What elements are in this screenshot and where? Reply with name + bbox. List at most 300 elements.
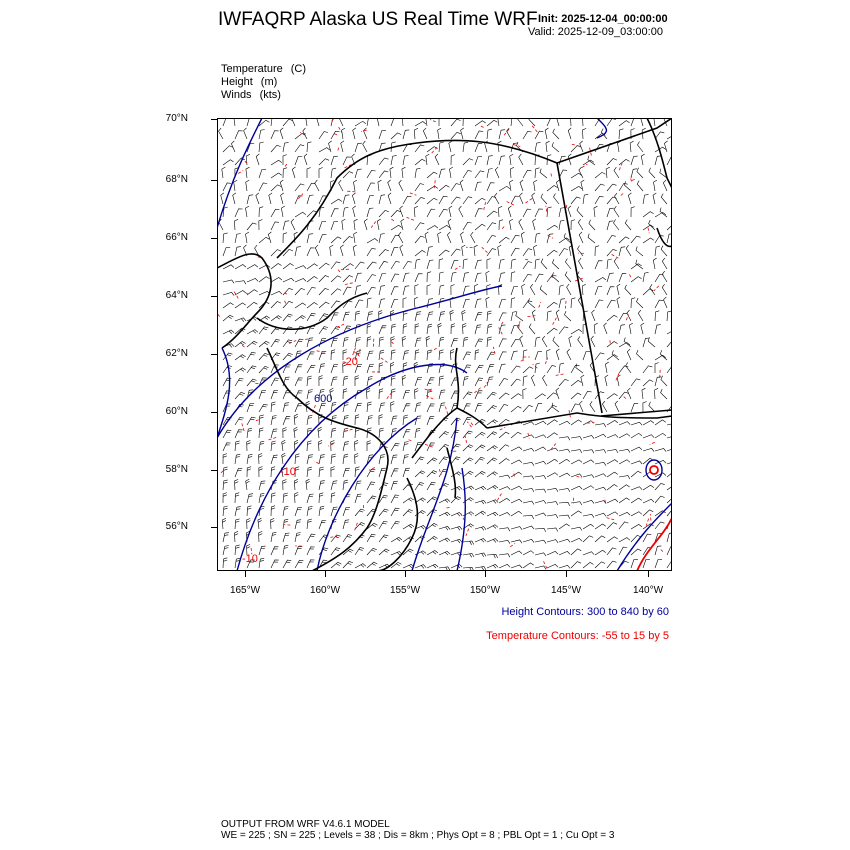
- wind-barb: [415, 168, 420, 178]
- wind-barb: [643, 272, 649, 282]
- wind-barb: [427, 186, 438, 191]
- wind-barb: [571, 486, 582, 490]
- wind-barb: [619, 392, 629, 399]
- height-contour-label: 600: [314, 393, 333, 405]
- wind-barb: [571, 380, 582, 386]
- wind-barb: [547, 502, 558, 505]
- wind-barb: [595, 462, 606, 465]
- wind-barb: [547, 311, 552, 321]
- wind-barb: [667, 471, 672, 477]
- wind-barb: [379, 299, 385, 308]
- wind-barb: [534, 245, 538, 256]
- wind-barb: [617, 375, 620, 386]
- wind-barb: [523, 249, 532, 256]
- wind-barb: [415, 184, 424, 191]
- wind-barb: [643, 380, 653, 386]
- wind-barb: [247, 118, 254, 126]
- wind-barb: [552, 142, 559, 152]
- wind-barb: [223, 330, 234, 334]
- wind-barb: [535, 274, 543, 282]
- wind-barb: [655, 433, 666, 438]
- temperature-contour-segment: [461, 513, 465, 520]
- wind-barb: [402, 336, 406, 347]
- temperature-contour-segment: [390, 218, 394, 221]
- wind-barb: [499, 540, 510, 543]
- wind-barb: [649, 220, 655, 230]
- wind-barb: [578, 336, 583, 347]
- wind-barb: [223, 533, 229, 542]
- wind-barb: [463, 352, 471, 360]
- wind-barb: [281, 206, 284, 217]
- wind-barb: [619, 247, 625, 256]
- wind-barb: [403, 261, 412, 269]
- wind-barb: [667, 423, 672, 426]
- wind-barb: [331, 199, 342, 204]
- wind-barb: [403, 324, 407, 334]
- wind-barb: [499, 393, 509, 399]
- wind-barb: [295, 520, 301, 529]
- wind-barb: [247, 352, 256, 360]
- wind-barb: [638, 310, 643, 321]
- wind-barb: [280, 180, 283, 191]
- wind-barb: [595, 513, 606, 516]
- wind-barb: [511, 351, 518, 360]
- wind-barb: [607, 119, 616, 126]
- wind-barb: [511, 235, 520, 243]
- wind-barb: [531, 375, 535, 386]
- wind-barb: [535, 337, 540, 347]
- temperature-contour-segment: [483, 202, 485, 211]
- wind-barb: [519, 219, 523, 230]
- wind-barb: [571, 450, 582, 453]
- wind-barb: [234, 118, 237, 126]
- wind-barb: [523, 262, 532, 269]
- wind-barb: [235, 469, 242, 477]
- wind-barb: [547, 448, 558, 451]
- wind-barb: [319, 148, 330, 152]
- wind-barb: [499, 498, 510, 503]
- wind-barb: [511, 406, 521, 412]
- wind-barb: [391, 455, 397, 464]
- wind-barb: [649, 168, 655, 178]
- wind-barb: [577, 207, 583, 217]
- wind-barb: [475, 131, 483, 139]
- wind-barb: [259, 404, 268, 412]
- wind-barb: [535, 131, 543, 139]
- wind-barb: [547, 564, 558, 568]
- wind-barb: [637, 181, 643, 191]
- wind-barb: [259, 207, 263, 217]
- wind-barb: [281, 193, 284, 204]
- wind-barb: [271, 222, 279, 230]
- wind-barb: [439, 312, 445, 321]
- wind-barb: [343, 287, 351, 295]
- wind-barb: [607, 184, 617, 191]
- wind-barb: [543, 375, 548, 386]
- wind-barb: [367, 534, 376, 542]
- wind-barb: [499, 156, 505, 165]
- wind-barb: [355, 376, 359, 386]
- wind-barb: [631, 298, 635, 308]
- height-contour-line: [317, 418, 417, 571]
- wind-barb: [643, 238, 654, 243]
- wind-barb: [475, 209, 483, 217]
- wind-barb: [271, 547, 279, 555]
- lat-label-58: 58°N: [165, 464, 188, 475]
- wind-barb: [631, 422, 642, 425]
- wind-barb: [403, 196, 411, 204]
- wind-barb: [463, 445, 473, 451]
- wind-barb: [415, 285, 419, 296]
- wind-barb: [637, 350, 644, 360]
- wind-barb: [626, 245, 631, 256]
- wind-barb: [617, 297, 620, 308]
- wind-barb: [487, 446, 498, 451]
- wind-barb: [607, 420, 618, 425]
- wind-barb: [318, 440, 322, 451]
- wind-barb: [571, 393, 581, 399]
- wind-barb: [565, 259, 571, 270]
- wind-barb: [379, 274, 386, 283]
- wind-barb: [475, 404, 482, 413]
- wind-barb: [283, 560, 291, 568]
- temperature-contour-segment: [428, 383, 433, 384]
- coastline-path: [557, 163, 602, 413]
- wind-barb: [520, 193, 524, 204]
- wind-barb: [595, 278, 606, 283]
- wind-barb: [619, 159, 630, 165]
- wind-barb: [414, 206, 418, 217]
- wind-barb: [511, 551, 522, 555]
- wind-barb: [583, 460, 594, 464]
- wind-barb: [259, 415, 264, 425]
- temperature-contour-segment: [284, 525, 291, 526]
- wind-barb: [295, 404, 302, 412]
- wind-barb: [607, 236, 616, 244]
- wind-barb: [439, 526, 450, 530]
- wind-barb: [461, 232, 464, 243]
- wind-barb: [379, 549, 389, 555]
- wind-barb: [379, 363, 383, 373]
- wind-barb: [403, 363, 407, 373]
- wind-barb: [307, 234, 313, 243]
- wind-barb: [439, 298, 444, 308]
- wind-barb: [571, 173, 582, 178]
- wind-barb: [588, 234, 595, 243]
- wind-barb: [667, 135, 672, 140]
- temperature-contour-segment: [284, 164, 286, 168]
- wind-barb: [619, 460, 630, 464]
- wind-barb: [391, 481, 398, 490]
- wind-barb: [631, 379, 640, 386]
- wind-barb: [583, 450, 594, 454]
- wind-barb: [571, 118, 575, 126]
- wind-barb: [511, 248, 520, 256]
- wind-barb: [487, 337, 492, 347]
- wind-barb: [535, 513, 546, 516]
- lon-label-155: 155°W: [389, 585, 421, 596]
- wind-barb: [511, 565, 522, 568]
- wind-barb: [667, 224, 672, 230]
- wind-barb: [339, 180, 343, 191]
- wind-barb: [571, 197, 581, 204]
- wind-barb: [234, 531, 238, 542]
- wind-barb: [595, 562, 605, 568]
- wind-barb: [306, 118, 310, 126]
- wind-barb: [571, 186, 582, 191]
- wind-barb: [451, 457, 460, 464]
- wind-barb: [427, 172, 437, 178]
- wind-barb: [643, 499, 654, 503]
- wind-barb: [498, 206, 502, 217]
- wind-barb: [463, 458, 473, 464]
- wind-barb: [247, 403, 254, 412]
- wind-barb: [391, 401, 395, 412]
- wind-barb: [637, 168, 643, 178]
- wind-barb: [271, 518, 275, 529]
- wind-barb: [438, 128, 441, 139]
- temperature-contours-info: Temperature Contours: -55 to 15 by 5: [486, 630, 669, 642]
- wind-barb: [379, 234, 385, 244]
- lat-label-70: 70°N: [165, 113, 188, 124]
- wind-barb: [235, 519, 240, 529]
- wind-barb: [533, 219, 536, 230]
- wind-barb: [231, 141, 235, 152]
- wind-barb: [451, 285, 455, 296]
- wind-barb: [367, 351, 374, 360]
- wind-barb: [367, 170, 376, 178]
- wind-barb: [367, 548, 377, 555]
- wind-barb: [523, 539, 534, 542]
- wind-barb: [583, 486, 594, 490]
- wind-barb: [247, 518, 251, 529]
- wind-barb: [355, 338, 361, 348]
- wind-barb: [259, 142, 264, 152]
- temperature-contour-segment: [353, 347, 356, 355]
- wind-barb: [499, 564, 510, 568]
- wind-barb: [355, 481, 361, 490]
- wind-barb: [343, 535, 352, 542]
- wind-barb: [427, 260, 434, 269]
- wind-barb: [523, 350, 527, 360]
- wind-barb: [475, 445, 485, 451]
- wind-barb: [617, 284, 620, 295]
- wind-barb: [283, 264, 294, 270]
- wind-barb: [415, 197, 425, 204]
- wind-barb: [511, 196, 519, 204]
- wind-barb: [631, 277, 642, 282]
- lon-label-140: 140°W: [632, 585, 664, 596]
- temperature-contour-segment: [465, 435, 467, 443]
- wind-barb: [667, 436, 672, 439]
- valid-time: Valid: 2025-12-09_03:00:00: [528, 26, 663, 38]
- wind-barb: [259, 390, 266, 399]
- wind-barb: [331, 467, 335, 478]
- wind-barb: [475, 365, 484, 373]
- wind-barb: [343, 561, 353, 568]
- wind-barb: [619, 476, 630, 479]
- wind-barb: [259, 130, 265, 140]
- wind-barb: [605, 362, 608, 373]
- wind-barb: [366, 388, 370, 399]
- wind-barb: [547, 186, 558, 192]
- wind-barb: [547, 528, 558, 532]
- wind-barb: [631, 498, 642, 503]
- contour-labels: [242, 356, 358, 565]
- wind-barb: [602, 401, 607, 412]
- temperature-contour-segment: [238, 171, 243, 174]
- wind-barb: [595, 501, 606, 504]
- wind-barb: [475, 471, 485, 477]
- wind-barb: [271, 467, 275, 477]
- wind-barb: [547, 250, 558, 256]
- wind-barb: [541, 194, 547, 204]
- wind-barb: [475, 527, 486, 531]
- wind-barb: [271, 316, 282, 321]
- wind-barb: [661, 194, 667, 204]
- wind-barb: [511, 312, 517, 322]
- wind-barb: [258, 518, 262, 529]
- wind-barb: [391, 508, 399, 516]
- wind-barb: [319, 364, 325, 373]
- wind-barb: [235, 247, 241, 256]
- wind-barb: [403, 155, 409, 165]
- height-contours-info: Height Contours: 300 to 840 by 60: [501, 606, 669, 618]
- wind-barb: [403, 390, 410, 399]
- wind-barb: [583, 500, 594, 503]
- wind-barb: [535, 528, 546, 532]
- wind-barb: [391, 118, 398, 126]
- wind-barb: [486, 271, 490, 282]
- wind-barb: [510, 219, 513, 230]
- wind-barb: [487, 365, 494, 373]
- temperature-contour-segment: [338, 270, 341, 274]
- wind-barb: [353, 206, 356, 217]
- wind-barb: [367, 402, 372, 412]
- wind-barb: [307, 352, 315, 360]
- wind-barb: [529, 118, 535, 126]
- wind-barb: [628, 193, 631, 204]
- wind-barb: [654, 118, 658, 126]
- wind-barb: [607, 273, 614, 282]
- wind-barb: [439, 209, 448, 217]
- lat-label-62: 62°N: [165, 348, 188, 359]
- wind-barb: [559, 421, 570, 425]
- wind-barb: [556, 349, 559, 360]
- temperature-contour-segment: [553, 318, 557, 325]
- wind-barb: [655, 388, 659, 399]
- wind-barb: [427, 198, 437, 204]
- wind-barb: [499, 259, 505, 269]
- wind-barb: [283, 545, 288, 555]
- wind-barb: [271, 416, 277, 426]
- wind-barb: [655, 496, 665, 503]
- wind-barb: [487, 500, 498, 504]
- wind-barb: [595, 487, 606, 490]
- height-contours: [217, 118, 672, 571]
- wind-barb: [653, 193, 656, 204]
- model-footer-line2: WE = 225 ; SN = 225 ; Levels = 38 ; Dis = 8km ; Phys Opt = 8 ; PBL Opt = 1 ; Cu Opt = 3: [221, 830, 615, 841]
- temperature-contour-segment: [626, 314, 628, 320]
- wind-barb: [295, 533, 301, 543]
- wind-barb: [520, 336, 523, 347]
- wind-barb: [523, 170, 531, 178]
- coastline: [217, 118, 672, 571]
- wind-barb: [283, 493, 288, 503]
- wind-barb: [583, 128, 587, 139]
- wind-barb: [547, 207, 552, 217]
- wind-barb: [307, 494, 314, 503]
- wind-barb: [461, 128, 464, 139]
- wind-barb: [307, 183, 315, 191]
- wind-barb: [223, 118, 230, 126]
- wind-barb: [521, 232, 524, 243]
- wind-barb: [487, 129, 492, 139]
- wind-barb: [660, 208, 667, 217]
- wind-barb: [247, 494, 253, 503]
- wind-barb: [606, 167, 610, 178]
- wind-barb: [319, 521, 326, 530]
- wind-barb: [379, 521, 388, 529]
- temperature-contour-segment: [525, 199, 533, 204]
- wind-barb: [315, 245, 319, 256]
- wind-barb: [661, 376, 667, 386]
- wind-barb: [451, 119, 461, 126]
- wind-barb: [402, 167, 406, 178]
- wind-barb: [655, 420, 666, 425]
- temperature-contour-segment: [447, 507, 452, 508]
- height-contour-line: [646, 460, 662, 480]
- wind-barb: [487, 512, 498, 516]
- wind-barb: [247, 302, 257, 308]
- wind-barb: [655, 132, 664, 139]
- wind-barb: [475, 539, 486, 543]
- wind-barb: [475, 500, 486, 504]
- wind-barb: [607, 499, 618, 503]
- wind-barb: [439, 285, 444, 295]
- wind-barb: [235, 493, 239, 503]
- wind-barb: [595, 172, 605, 178]
- wind-barb: [415, 377, 422, 386]
- temperature-contour-segment: [572, 144, 580, 146]
- wind-barb: [439, 142, 444, 152]
- temperature-contour-segment: [624, 397, 628, 401]
- wind-barb: [535, 476, 546, 479]
- wind-barb: [331, 209, 339, 217]
- wind-barb: [554, 194, 560, 205]
- wind-barb: [667, 340, 672, 347]
- wind-barb: [607, 394, 618, 399]
- wind-barb: [475, 144, 482, 152]
- wind-barb: [552, 259, 559, 269]
- wind-barb: [283, 221, 289, 230]
- wind-barb: [589, 220, 595, 230]
- wind-barb: [510, 167, 514, 178]
- wind-barb: [307, 506, 313, 516]
- wind-barb: [463, 259, 468, 269]
- temperature-heavy: [637, 466, 672, 571]
- wind-barb: [662, 271, 667, 282]
- wind-barb: [559, 539, 570, 542]
- wind-barb: [377, 118, 380, 126]
- wind-barb: [547, 459, 558, 464]
- wind-barb: [259, 428, 263, 438]
- wind-barb: [578, 219, 583, 230]
- wind-barb: [247, 454, 253, 464]
- wind-barb: [631, 487, 642, 490]
- legend-temperature: [221, 63, 306, 76]
- wind-barb: [307, 390, 313, 400]
